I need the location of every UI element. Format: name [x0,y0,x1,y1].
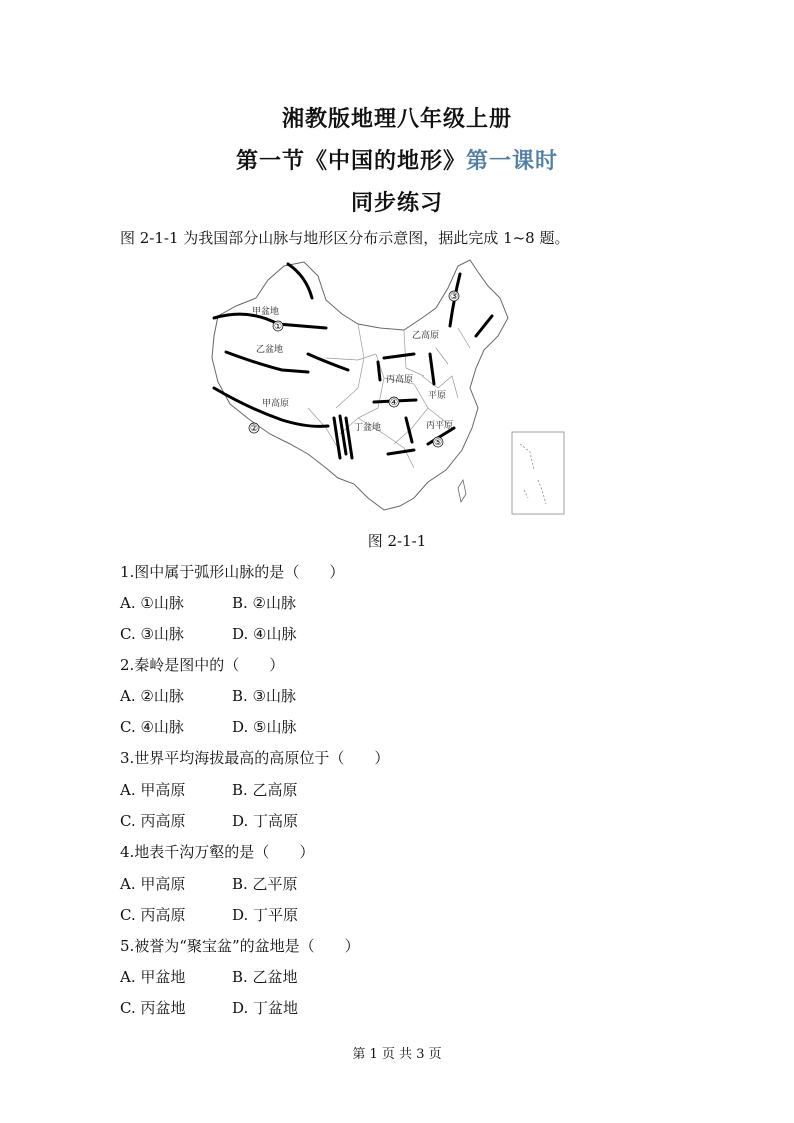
q4-option-c: C. 丙高原 [120,906,186,924]
mountain-helan [384,354,414,358]
q3-option-c: C. 丙高原 [120,812,186,830]
question-3-stem: 3.世界平均海拔最高的高原位于（ ） [120,749,390,767]
lesson-title [0,144,794,175]
label-jia-pendi: 甲盆地 [252,307,280,317]
q5-option-b: B. 乙盆地 [232,968,298,986]
page-footer: 第 1 页 共 3 页 [352,1047,442,1062]
label-yi-pendi: 乙盆地 [256,345,284,355]
question-1-stem: 1.图中属于弧形山脉的是（ ） [120,563,345,581]
q1-option-b: B. ②山脉 [232,594,297,612]
taiwan-island [458,480,466,502]
q2-option-d: D. ⑤山脉 [232,718,297,736]
q3-option-d: D. 丁高原 [232,812,299,830]
label-ding-pendi: 丁盆地 [354,423,382,433]
mountain-kunlun [226,352,308,372]
marker-3: ③ [449,292,459,302]
label-yi-pingyuan: 平原 [428,391,447,401]
doc-title: 湘教版地理八年级上册 [281,106,512,132]
question-2-stem: 2.秦岭是图中的（ ） [120,656,285,674]
mountain-hengduan [334,416,352,458]
q3-option-a: A. 甲高原 [120,781,186,799]
label-bing-pingyuan: 丙平原 [426,421,454,431]
china-terrain-map [208,258,568,520]
q5-option-a: A. 甲盆地 [120,968,186,986]
q2-option-b: B. ③山脉 [232,687,297,705]
mountain-wushan [406,418,412,442]
mountain-lvliang [378,362,380,380]
q4-option-d: D. 丁平原 [232,906,299,924]
q1-option-d: D. ④山脉 [232,625,297,643]
lesson-title-main: 第一节《中国的地形》 [235,148,466,174]
china-outline [212,260,508,510]
question-4-stem: 4.地表千沟万壑的是（ ） [120,843,315,861]
q2-option-c: C. ④山脉 [120,718,184,736]
marker-1: ① [273,322,283,332]
marker-4: ④ [389,398,399,408]
q2-option-a: A. ②山脉 [120,687,184,705]
q5-option-c: C. 丙盆地 [120,999,186,1017]
mountain-altai [288,264,312,298]
label-jia-gaoyuan: 甲高原 [262,399,290,409]
lesson-title-accent: 第一课时 [466,148,559,174]
q1-option-a: A. ①山脉 [120,594,184,612]
intro-text: 图 2-1-1 为我国部分山脉与地形区分布示意图，据此完成 1~8 题。 [120,229,570,247]
q4-option-b: B. 乙平原 [232,875,298,893]
q3-option-b: B. 乙高原 [232,781,298,799]
label-yi-gaoyuan: 乙高原 [412,331,440,341]
figure-caption: 图 2-1-1 [367,532,427,550]
mountain-changbai [476,316,492,336]
section-title: 同步练习 [350,190,443,216]
mountain-qilian [308,354,348,370]
marker-5: ⑤ [433,438,443,448]
question-5-stem: 5.被誉为“聚宝盆”的盆地是（ ） [120,937,360,955]
marker-2: ② [249,424,259,434]
q5-option-d: D. 丁盆地 [232,999,299,1017]
q4-option-a: A. 甲高原 [120,875,186,893]
label-bing-gaoyuan: 丙高原 [386,375,414,385]
inset-islands [520,444,546,504]
q1-option-c: C. ③山脉 [120,625,184,643]
mountain-xuefeng [388,450,414,454]
mountain-taihang [430,354,434,384]
